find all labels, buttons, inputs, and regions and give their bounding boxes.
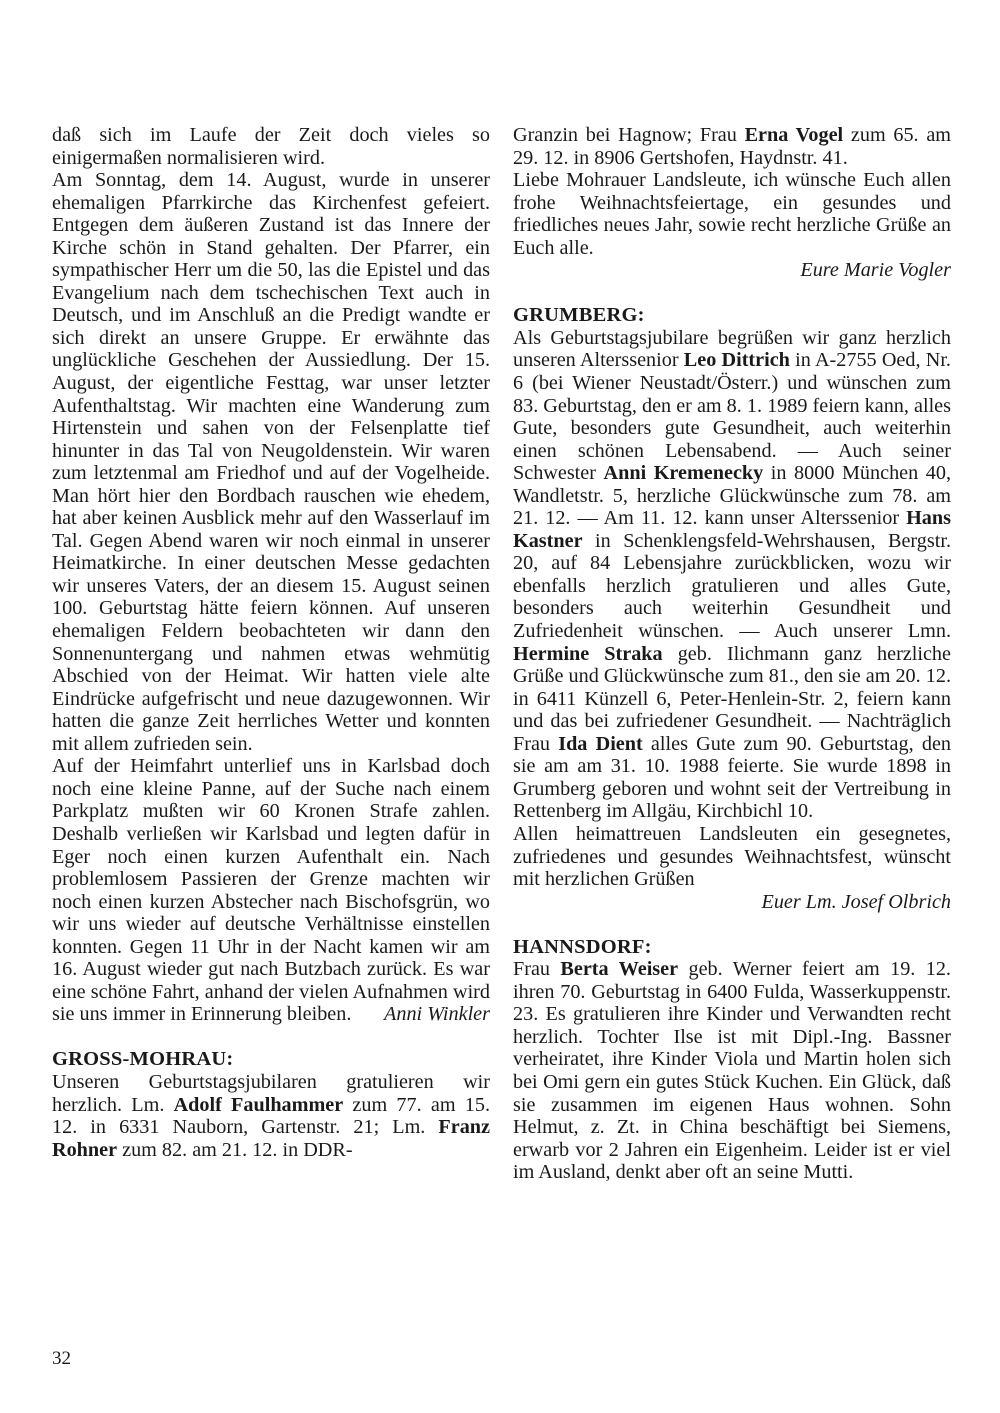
section-heading-hannsdorf: HANNSDORF: (513, 935, 652, 958)
person-name: Anni Kremenecky (603, 462, 764, 485)
text: alles Gute zum 90. Geburtstag, den sie am am 31. 10. 1988 feierte. Sie wurde 1898 in Grumberg geboren und wohnt seit der Vertreibung in Rettenberg im Allgäu, Kirchbichl 10. (513, 732, 951, 823)
text: geb. Ilichmann ganz herzliche Grüße und Glückwünsche zum 81., den sie am 20. 12. in 6411 Künzell 6, Peter-Henlein-Str. 2, feiern kann und das bei zufriedener Gesundheit. — Nachträglich Frau (513, 642, 951, 755)
text: zum 82. am 21. 12. in DDR- (117, 1138, 353, 1161)
person-name: Erna Vogel (744, 124, 844, 146)
person-name: Franz Rohner (52, 1116, 490, 1161)
paragraph: Auf der Heimfahrt unterlief uns in Karlsbad doch noch eine kleine Panne, auf der Suche nach einem Parkplatz mußten wir 60 Kronen Strafe zahlen. Deshalb verließen wir Karlsbad und legten dafür in Eger noch einen kurzen Aufenthalt ein. Nach problemlosem Passieren der Grenze machten wir noch einen kurzen Abstecher nach Bischofsgrün, wo wir uns wieder auf deutsche Verhältnisse einstellen konnten. Gegen 11 Uhr in der Nacht kamen wir am 16. August wieder gut nach Butzbach zurück. Es war eine schöne Fahrt, anhand der vielen Aufnahmen wird sie uns immer in Erinnerung bleiben. (52, 755, 490, 1026)
spacer (513, 282, 951, 305)
signature-josef-olbrich: Euer Lm. Josef Olbrich (761, 890, 951, 913)
person-name: Hans Kastner (513, 507, 951, 552)
left-column (52, 124, 490, 1161)
text: in A-2755 Oed, Nr. 6 (bei Wiener Neustadt/Österr.) und wünschen zum 83. Geburtstag, den er am 8. 1. 1989 feiern kann, alles Gute, besonders gute Gesundheit, auch weiterhin einen schönen Lebensabend. — Auch seiner Schwester (513, 349, 951, 485)
signature-marie-vogler: Eure Marie Vogler (800, 259, 951, 282)
text: in 8000 München 40, Wandletstr. 5, herzliche Glückwünsche zum 78. am 21. 12. — Am 11. 12. kann unser Alterssenior (513, 462, 951, 530)
paragraph (513, 327, 951, 823)
text: Unseren Geburtstagsjubilaren gratulieren wir herzlich. Lm. (52, 1070, 490, 1116)
text: in Schenklengsfeld-Wehrshausen, Bergstr. 20, auf 84 Lebensjahre zurückblicken, wozu wir ebenfalls herzlich gratulieren und alles Gute, besonders auch weiterhin Gesundheit und Zufriedenheit wünschen. — Auch unserer Lmn. (513, 529, 951, 643)
paragraph (52, 1071, 490, 1161)
spacer (513, 913, 951, 936)
section-heading-gross-mohrau: GROSS-MOHRAU: (52, 1048, 234, 1071)
signature-anni-winkler: Anni Winkler (384, 1003, 490, 1026)
text: geb. Werner feiert am 19. 12. ihren 70. Geburtstag in 6400 Fulda, Wasserkuppenstr. 23. Es gratulieren ihre Kinder und Verwandten recht herzlich. Tochter Ilse ist mit Dipl.-Ing. Bassner verheiratet, ihre Kinder Viola und Martin holen sich bei Omi gern ein gutes Stück Kuchen. Ein Glück, daß sie zusammen im eigenen Haus wohnen. Sohn Helmut, z. Zt. in China beschäftigt bei Siemens, erwarb vor 2 Jahren ein Eigenheim. Leider ist er viel im Ausland, denkt aber oft an seine Mutti. (513, 958, 951, 1184)
person-name: Leo Dittrich (683, 349, 790, 372)
page-number: 32 (52, 1348, 71, 1369)
text: zum 65. am 29. 12. in 8906 Gertshofen, Haydnstr. 41. (513, 124, 951, 169)
text: Frau (513, 958, 561, 981)
right-column (513, 124, 951, 1184)
paragraph (513, 958, 951, 1183)
person-name: Adolf Faulhammer (173, 1093, 344, 1116)
paragraph (513, 124, 951, 169)
paragraph: Liebe Mohrauer Landsleute, ich wünsche Euch allen frohe Weihnachtsfeiertage, ein gesundes und friedliches neues Jahr, sowie recht herzliche Grüße an Euch alle. (513, 169, 951, 259)
text: Granzin bei Hagnow; Frau (513, 124, 745, 146)
section-heading-grumberg: GRUMBERG: (513, 304, 645, 327)
paragraph: Am Sonntag, dem 14. August, wurde in unserer ehemaligen Pfarrkirche das Kirchenfest gefeiert. Entgegen dem äußeren Zustand ist das Innere der Kirche schön in Stand gehalten. Der Pfarrer, ein sympathischer Herr um die 50, las die Epistel und das Evangelium nach dem tschechischen Text auch in Deutsch, und im Anschluß an die Predigt wandte er sich direkt an unsere Gruppe. Er erwähnte das unglückliche Geschehen der Aussiedlung. Der 15. August, der eigentliche Festtag, war unser letzter Aufenthaltstag. Wir machten eine Wanderung zum Hirtenstein und sahen von der Felsenplatte tief hinunter in das Tal von Neugoldenstein. Wir waren zum letztenmal am Friedhof und auf der Vogelheide. Man hört hier den Bordbach rauschen wie ehedem, hat aber keinen Ausblick mehr auf den Wasserlauf im Tal. Gegen Abend waren wir noch einmal in unserer Heimatkirche. In einer deutschen Messe gedachten wir unseres Vaters, der an diesem 15. August seinen 100. Geburtstag hätte feiern können. Auf unseren ehemaligen Feldern beobachteten wir dann den Sonnenuntergang und nahmen etwas wehmütig Abschied von der Heimat. Wir hatten viele alte Eindrücke aufgefrischt und neue dazugewonnen. Wir hatten die ganze Zeit herrliches Wetter und konnten mit allem zufrieden sein. (52, 169, 490, 755)
text: Als Geburtstagsjubilare begrüßen wir ganz herzlich unseren Alterssenior (513, 326, 951, 372)
person-name: Berta Weiser (560, 958, 679, 981)
text: zum 77. am 15. 12. in 6331 Nauborn, Gartenstr. 21; Lm. (52, 1093, 491, 1139)
person-name: Ida Dient (558, 732, 643, 755)
paragraph: daß sich im Laufe der Zeit doch vieles so einigermaßen normalisieren wird. (52, 124, 490, 169)
paragraph: Allen heimattreuen Landsleuten ein gesegnetes, zufriedenes und gesundes Weihnachtsfest, wünscht mit herzlichen Grüßen (513, 822, 951, 891)
person-name: Hermine Straka (513, 642, 663, 665)
spacer (52, 1026, 490, 1049)
